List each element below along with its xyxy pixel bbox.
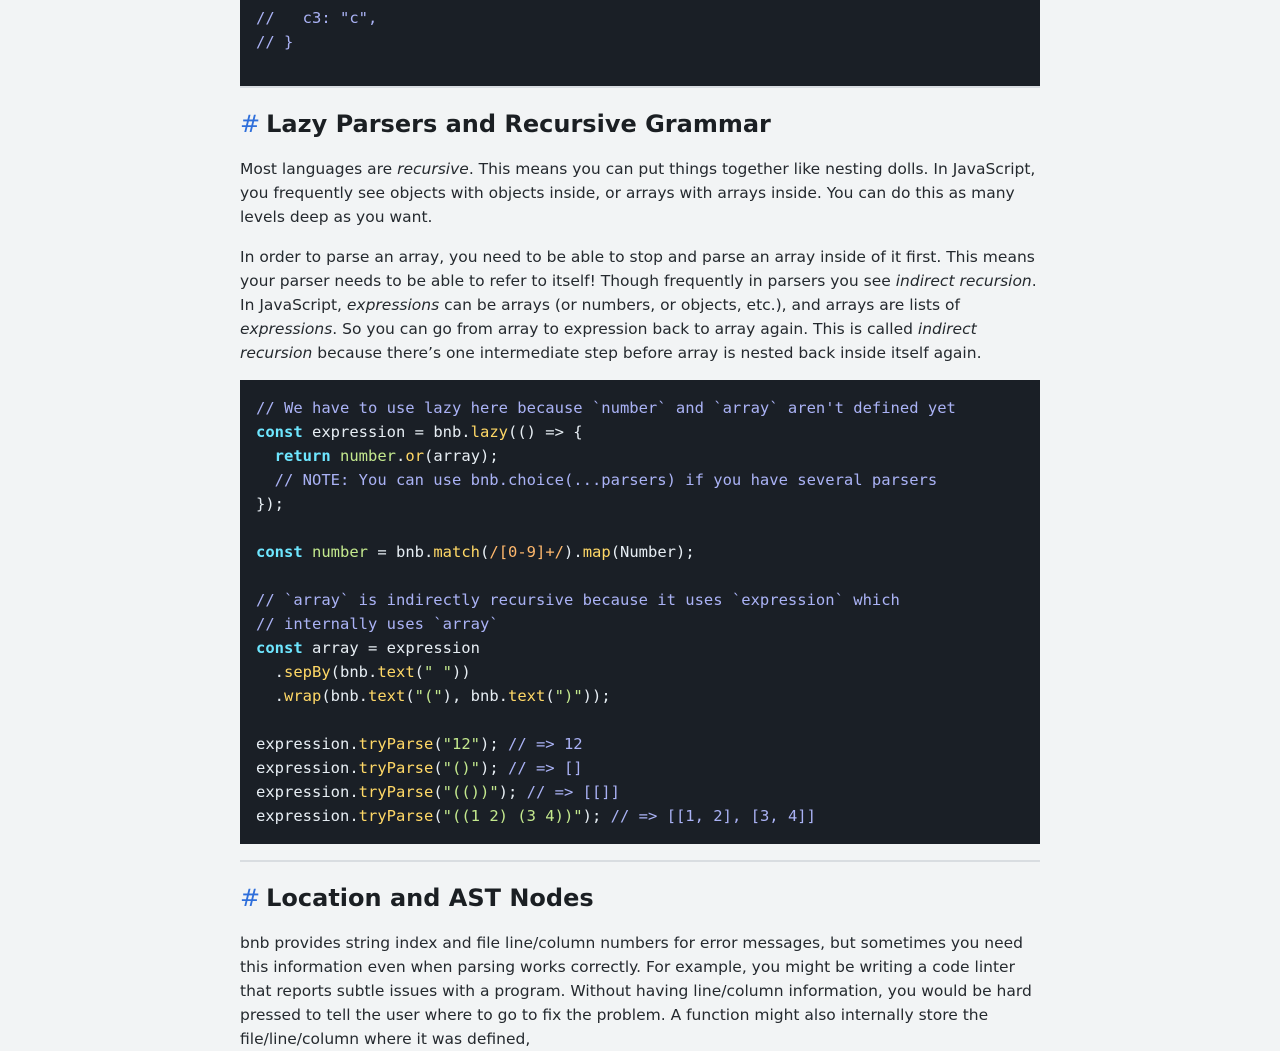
emphasis-text: expressions — [240, 320, 333, 338]
code-line-blank — [256, 516, 1024, 540]
section-heading-location-ast — [240, 883, 594, 913]
heading-anchor-link[interactable]: # — [240, 884, 261, 912]
code-line: .wrap(bnb.text("("), bnb.text(")")); — [256, 687, 611, 705]
code-line: const array = expression — [256, 639, 480, 657]
code-line: return number.or(array); — [274, 447, 499, 465]
text-run: In order to parse an array, you need to be able to stop and parse an array inside of it first. This means your parser needs to be able to refer to itself! Though frequently in parsers you see — [240, 248, 1035, 290]
paragraph: bnb provides string index and file line/column numbers for error messages, but sometimes you need this information even when parsing works correctly. For example, you might be writing a code linter that reports subtle issues with a program. Without having line/column information, you would be hard pressed to tell the user where to go to fix the problem. A function might also internally store the file/line/column where it was defined, — [240, 934, 1032, 1048]
heading-anchor-link[interactable]: # — [240, 110, 261, 138]
paragraph — [240, 157, 1040, 229]
text-run: . In JavaScript, — [240, 272, 1037, 314]
text-run: can be arrays (or numbers, or objects, etc.), and arrays are lists of — [439, 296, 960, 314]
section-divider — [240, 860, 1040, 862]
code-line: // c3: "c", — [256, 9, 378, 27]
section-divider — [240, 86, 1040, 88]
code-line: }); — [256, 495, 284, 513]
code-line-blank — [256, 708, 1024, 732]
code-line: const number = bnb.match(/[0-9]+/).map(Number); — [256, 543, 695, 561]
text-run: . This means you can put things together like nesting dolls. In JavaScript, you frequently see objects with objects inside, or arrays with arrays inside. You can do this as many levels deep as you want. — [240, 160, 1036, 226]
emphasis-text: indirect recursion — [240, 320, 977, 362]
code-line-blank — [256, 564, 1024, 588]
emphasis-text: recursive — [397, 160, 469, 178]
text-run: because there’s one intermediate step before array is nested back inside itself again. — [312, 344, 982, 362]
code-line: expression.tryParse("12"); // => 12 — [256, 735, 583, 753]
code-line: .sepBy(bnb.text(" ")) — [256, 663, 471, 681]
code-line: // `array` is indirectly recursive because it uses `expression` which — [256, 591, 900, 609]
paragraph — [240, 245, 1040, 365]
emphasis-text: indirect recursion — [895, 272, 1032, 290]
section-title: Lazy Parsers and Recursive Grammar — [266, 110, 771, 138]
section-heading-lazy-parsers — [240, 109, 771, 139]
code-line: // internally uses `array` — [256, 615, 499, 633]
code-block-lazy-example — [240, 380, 1040, 844]
code-line: // NOTE: You can use bnb.choice(...parsers) if you have several parsers — [256, 471, 938, 489]
code-line: // } — [256, 33, 294, 51]
code-line: // We have to use lazy here because `number` and `array` aren't defined yet — [256, 399, 956, 417]
code-line: expression.tryParse("(())"); // => [[]] — [256, 783, 620, 801]
code-block-previous — [240, 0, 1040, 86]
section-title: Location and AST Nodes — [266, 884, 594, 912]
code-line: expression.tryParse("()"); // => [] — [256, 759, 583, 777]
code-line: expression.tryParse("((1 2) (3 4))"); // => [[1, 2], [3, 4]] — [256, 807, 816, 825]
emphasis-text: expressions — [346, 296, 440, 314]
code-line: const expression = bnb.lazy(() => { — [256, 423, 583, 441]
text-run: Most languages are — [240, 160, 398, 178]
text-run: . So you can go from array to expression back to array again. This is called — [332, 320, 918, 338]
